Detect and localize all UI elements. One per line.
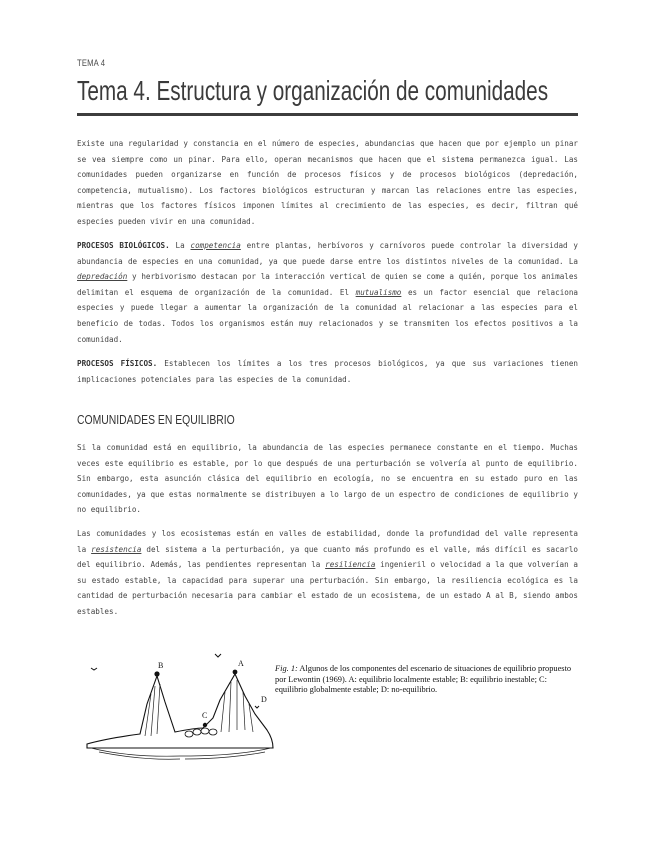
equilibrio-paragraph-2 bbox=[77, 526, 578, 620]
text-run: del sistema a la perturbación, ya que cuanto más profundo es el valle, más difícil es sacarlo del equilibrio. Además, las pendientes representan la bbox=[77, 544, 578, 570]
label-b: B bbox=[158, 661, 164, 670]
label-a: A bbox=[238, 659, 244, 668]
intro-paragraph: Existe una regularidad y constancia en el número de especies, abundancias que hacen que por ejemplo un pinar se vea siempre como un pinar. Para ello, operan mecanismos que hacen que el sistema permanezca igual. Las comunidades pueden organizarse en función de procesos físicos y de procesos biológicos (depredación, competencia, mutualismo). Los factores biológicos estructuran y marcan las relaciones entre las especies, mientras que los factores físicos imponen límites al crecimiento de las especies, es decir, filtran qué especies pueden vivir en una comunidad. bbox=[77, 139, 578, 226]
procesos-fisicos-lead: PROCESOS FÍSICOS. bbox=[77, 359, 158, 368]
procesos-biologicos-paragraph bbox=[77, 238, 578, 347]
title-divider bbox=[77, 113, 578, 116]
equilibrio-paragraph-1: Si la comunidad está en equilibrio, la abundancia de las especies permanece constante en el tiempo. Muchas veces este equilibrio es estable, por lo que después de una perturbación se volvería al punto de equilibrio. Sin embargo, esta asunción clásica del equilibrio en ecología, no se encuentra en su estado puro en las comunidades, ya que estas normalmente se distribuyen a lo largo de un espectro de condiciones de equilibrio y no equilibrio. bbox=[77, 443, 578, 515]
text-run: ingenieril o velocidad a la que volverían a su estado estable, la capacidad para superar una perturbación. Sin embargo, la resiliencia ecológica es la cantidad de perturbación necesaria para cambiar el estado de un ecosistema, de un estado A al B, siendo ambos estables. bbox=[77, 560, 578, 616]
caption-text: Algunos de los componentes del escenario de situaciones de equilibrio propuesto por Lewontin (1969). A: equilibrio localmente estable; B: equilibrio inestable; C: equilibrio globalmente estable; D: no-equilibrio. bbox=[275, 664, 572, 694]
page-title: Tema 4. Estructura y organización de comunidades bbox=[77, 75, 549, 106]
section-heading-equilibrio: COMUNIDADES EN EQUILIBRIO bbox=[77, 412, 235, 427]
procesos-fisicos-paragraph bbox=[77, 356, 578, 387]
figure-caption bbox=[275, 664, 575, 696]
keyword-competencia: competencia bbox=[190, 241, 241, 250]
keyword-resistencia: resistencia bbox=[91, 544, 142, 554]
keyword-depredacion: depredación bbox=[77, 272, 128, 282]
equilibrium-landscape-illustration bbox=[85, 644, 275, 764]
caption-label: Fig. 1: bbox=[275, 664, 298, 673]
text-run: entre plantas, herbívoros y carnívoros puede controlar la diversidad y abundancia de especies en una comunidad, ya que puede darse entre los distintos niveles de la comunidad. La bbox=[77, 241, 578, 266]
keyword-mutualismo: mutualismo bbox=[355, 287, 402, 297]
keyword-resiliencia: resiliencia bbox=[325, 560, 376, 570]
chapter-kicker: TEMA 4 bbox=[77, 58, 106, 68]
text-run: La bbox=[169, 241, 191, 250]
label-d: D bbox=[261, 695, 267, 704]
figure-1 bbox=[85, 644, 575, 764]
text-run: es un factor esencial que relaciona especies y puede llegar a aumentar la organización de la comunidad al relacionar a las especies para el beneficio de todas. Todos los organismos están muy relacionados y se transmiten los efectos positivos a la comunidad. bbox=[77, 287, 578, 344]
procesos-biologicos-lead: PROCESOS BIOLÓGICOS. bbox=[77, 241, 170, 250]
text-run: Las comunidades y los ecosistemas están en valles de estabilidad, donde la profundidad del valle representa la bbox=[77, 529, 578, 554]
label-c: C bbox=[202, 711, 208, 720]
text-run: y herbivorismo destacan por la interacción vertical de quien se come a quién, porque los animales delimitan el esquema de organización de la comunidad. El bbox=[77, 272, 578, 297]
text-run: Establecen los límites a los tres procesos biológicos, ya que sus variaciones tienen implicaciones potenciales para las especies de la comunidad. bbox=[77, 359, 578, 384]
